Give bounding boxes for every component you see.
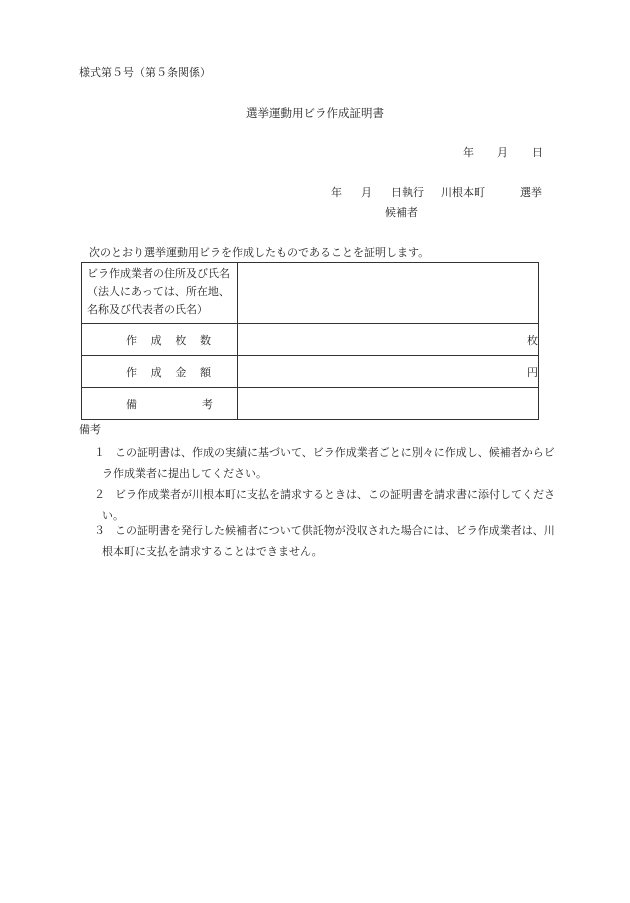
note-line: ビラ作成業者が川根本町に支払を請求するときは、この証明書を請求書に添付してくださ [115,488,555,501]
note-line: この証明書を発行した候補者について供託物が没収された場合には、ビラ作成業者は、川 [115,524,555,537]
remarks-label [82,388,238,420]
table-row [82,263,539,324]
note-number: ３ [94,524,105,537]
note-number: ２ [94,488,105,501]
label-line: ビラ作成業者の住所及び氏名 [87,267,230,280]
label-line: 名称及び代表者の氏名） [87,303,208,316]
quantity-label [82,324,238,356]
vendor-address-field[interactable] [238,263,539,324]
note-item [94,442,556,484]
form-number: 様式第５号（第５条関係） [79,66,211,79]
label-char: 成 [150,365,162,379]
remarks-field[interactable] [238,388,539,420]
amount-unit: 円 [527,365,538,379]
label-line: （法人にあっては、所在地、 [87,285,230,298]
label-char: 額 [199,365,211,379]
vendor-address-label [82,263,238,324]
execution-month-label: 月 [361,186,372,199]
date-day-label: 日 [532,146,543,159]
date-month-label: 月 [497,146,508,159]
label-char: 備 [126,397,137,411]
quantity-field[interactable] [238,324,539,356]
label-char: 作 [126,333,137,347]
table-row [82,356,539,388]
label-char: 作 [126,365,137,379]
note-line: ラ作成業者に提出してください。 [102,467,267,480]
note-number: １ [94,446,105,459]
town-name: 川根本町 [441,186,485,199]
label-char: 数 [199,333,211,347]
note-line: この証明書は、作成の実績に基づいて、ビラ作成業者ごとに別々に作成し、候補者からビ [115,446,555,459]
label-char: 考 [202,397,213,411]
label-char: 枚 [175,333,187,347]
note-line: 根本町に支払を請求することはできません。 [102,545,323,558]
label-char: 成 [150,333,162,347]
certificate-table [81,262,539,420]
intro-statement: 次のとおり選挙運動用ビラを作成したものであることを証明します。 [89,246,430,259]
note-item [94,520,556,562]
candidate-label: 候補者 [385,206,418,219]
notes-heading: 備考 [79,423,101,436]
execution-day-label: 日執行 [391,186,424,199]
table-row [82,388,539,420]
date-year-label: 年 [463,146,474,159]
document-title: 選挙運動用ビラ作成証明書 [246,106,384,120]
note-line: い。 [102,509,124,522]
election-label: 選挙 [520,186,542,199]
amount-field[interactable] [238,356,539,388]
execution-line [331,186,485,200]
table-row [82,324,539,356]
execution-year-label: 年 [331,186,342,199]
quantity-unit: 枚 [527,333,538,347]
label-char: 金 [175,365,187,379]
amount-label [82,356,238,388]
